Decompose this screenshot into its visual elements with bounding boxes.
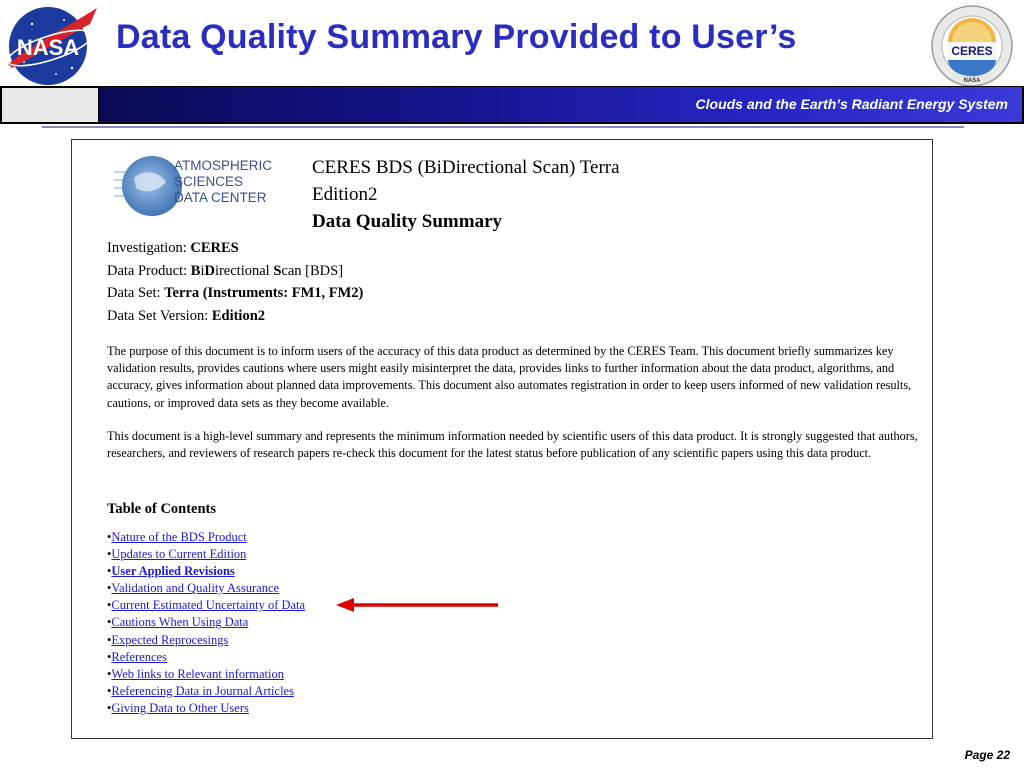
page-number: Page 22 xyxy=(964,748,1010,762)
toc-link-referencing-data[interactable]: Referencing Data in Journal Articles xyxy=(111,683,294,698)
toc-item: •Expected Reprocesings xyxy=(107,632,229,647)
document-frame xyxy=(71,139,933,739)
page-title: Data Quality Summary Provided to User’s xyxy=(116,18,797,56)
header-banner xyxy=(0,86,1024,124)
document-title-line3: Data Quality Summary xyxy=(312,211,502,232)
data-set-version-row: Data Set Version: Edition2 xyxy=(107,307,266,324)
nasa-logo xyxy=(2,2,98,86)
toc-item: •Giving Data to Other Users xyxy=(107,700,249,715)
toc-item: •Nature of the BDS Product xyxy=(107,530,247,544)
metadata-block xyxy=(107,237,363,327)
purpose-paragraph: The purpose of this document is to inform users of the accuracy of this data product as determined by the CERES Team. This document briefly summarizes key validation results, provides cautions where users might easily misinterpret the data, provides links to further information about the data product, algorithms, and accuracy, gives information about planned data improvements. This document also automates registration in order to keep users informed of new validation results, cautions, or improved data sets as they become available. xyxy=(107,344,912,410)
toc-item: •User Applied Revisions xyxy=(107,564,235,579)
toc-item: •Cautions When Using Data xyxy=(107,615,249,630)
toc-item: •Current Estimated Uncertainty of Data xyxy=(107,598,306,613)
toc-link-user-applied-revisions[interactable]: User Applied Revisions xyxy=(111,564,235,579)
toc-link-nature[interactable]: Nature of the BDS Product xyxy=(111,530,247,544)
toc-link-web-links[interactable]: Web links to Relevant information xyxy=(111,666,284,681)
table-of-contents xyxy=(107,529,305,717)
svg-text:NASA: NASA xyxy=(963,78,981,84)
toc-item: •Referencing Data in Journal Articles xyxy=(107,683,294,698)
toc-item: •Updates to Current Edition xyxy=(107,547,247,562)
toc-link-reprocessings[interactable]: Expected Reprocesings xyxy=(111,632,229,647)
svg-text:SCIENCES: SCIENCES xyxy=(174,174,244,189)
ceres-logo xyxy=(928,4,1016,88)
svg-text:CERES: CERES xyxy=(951,44,993,58)
svg-text:NASA: NASA xyxy=(16,35,80,60)
header-rule xyxy=(42,126,964,128)
toc-item: •References xyxy=(107,649,167,664)
document-title-line2: Edition2 xyxy=(312,184,378,205)
summary-paragraph: This document is a high-level summary and represents the minimum information needed by scientific users of this data product. It is strongly suggested that authors, researchers, and reviewers of research papers re-check this document for the latest status before publication of any scientific papers using this data product. xyxy=(107,429,918,461)
toc-link-uncertainty[interactable]: Current Estimated Uncertainty of Data xyxy=(111,598,306,613)
data-set-row: Data Set: Terra (Instruments: FM1, FM2) xyxy=(107,285,364,301)
toc-link-giving-data[interactable]: Giving Data to Other Users xyxy=(111,700,249,715)
banner-subtitle: Clouds and the Earth’s Radiant Energy System xyxy=(695,96,1008,112)
red-arrow-icon xyxy=(336,596,500,614)
toc-link-references[interactable]: References xyxy=(111,649,167,664)
svg-text:DATA CENTER: DATA CENTER xyxy=(174,190,267,205)
document-title-line1: CERES BDS (BiDirectional Scan) Terra xyxy=(312,157,620,178)
toc-item: •Validation and Quality Assurance xyxy=(107,581,280,596)
toc-heading: Table of Contents xyxy=(107,501,217,517)
toc-link-validation[interactable]: Validation and Quality Assurance xyxy=(111,581,280,596)
toc-link-cautions[interactable]: Cautions When Using Data xyxy=(111,615,249,630)
data-product-row: Data Product: BiDirectional Scan [BDS] xyxy=(107,262,344,279)
svg-text:ATMOSPHERIC: ATMOSPHERIC xyxy=(174,158,273,173)
toc-link-updates[interactable]: Updates to Current Edition xyxy=(111,547,247,562)
document-title xyxy=(312,154,752,235)
toc-item: •Web links to Relevant information xyxy=(107,666,284,681)
asdc-logo xyxy=(114,148,274,224)
investigation-row: Investigation: CERES xyxy=(107,240,239,256)
